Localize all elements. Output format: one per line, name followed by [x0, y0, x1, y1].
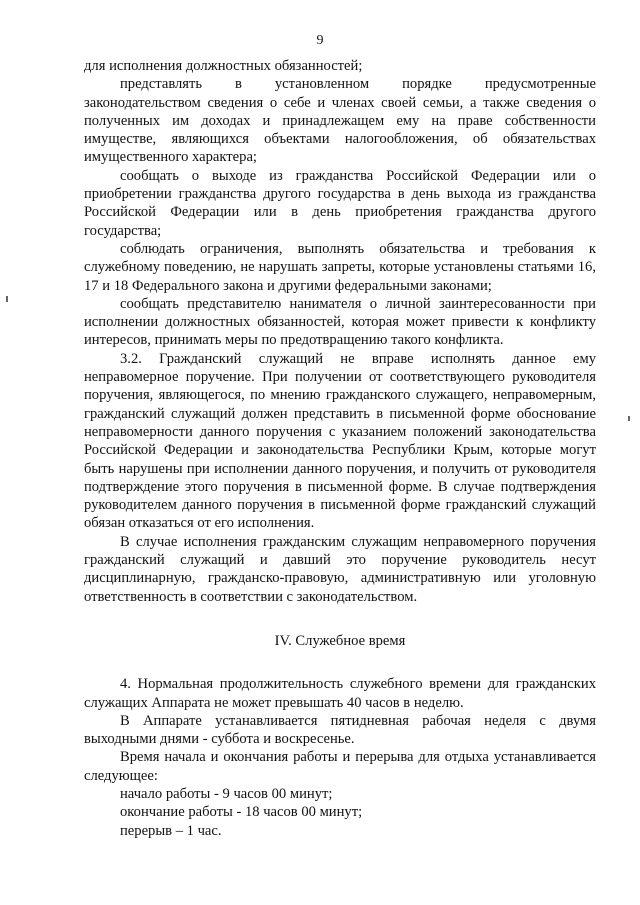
paragraph: В случае исполнения гражданским служащим неправомерного поручения гражданский служащий и давший это поручение руководитель несут дисциплинарную, гражданско-правовую, административную или уголовную ответственность в соответствии с законодательством.	[84, 533, 596, 605]
paragraph: В Аппарате устанавливается пятидневная рабочая неделя с двумя выходными днями - суббота и воскресенье.	[84, 712, 596, 748]
paragraph: сообщать представителю нанимателя о личной заинтересованности при исполнении должностных обязанностей, которая может привести к конфликту интересов, принимать меры по предотвращению такого конфликта.	[84, 295, 596, 349]
document-body	[84, 57, 596, 840]
scan-mark	[628, 416, 630, 421]
paragraph: представлять в установленном порядке предусмотренные законодательством сведения о себе и членах своей семьи, а также сведения о полученных им доходах и принадлежащем ему на праве собственности имуществе, являющихся объектами налогообложения, об обязательствах имущественного характера;	[84, 76, 596, 166]
scan-mark	[6, 296, 8, 302]
paragraph: для исполнения должностных обязанностей;	[84, 58, 363, 74]
schedule-item: окончание работы - 18 часов 00 минут;	[120, 804, 363, 821]
paragraph: 3.2. Гражданский служащий не вправе исполнять данное ему неправомерное поручение. При получении от соответствующего руководителя поручения, являющегося, по мнению гражданского служащего, неправомерным, гражданский служащий должен представить в письменной форме обоснование неправомерности данного поручения с указанием положений законодательства Российской Федерации и законодательства Республики Крым, которые могут быть нарушены при исполнении данного поручения, и получить от руководителя подтверждение этого поручения в письменной форме. В случае подтверждения руководителем данного поручения в письменной форме гражданский служащий обязан отказаться от его исполнения.	[84, 350, 596, 532]
paragraph: Время начала и окончания работы и перерыва для отдыха устанавливается следующее:	[84, 749, 596, 784]
schedule-item: перерыв – 1 час.	[120, 822, 222, 839]
section-heading: IV. Служебное время	[274, 632, 406, 649]
paragraph: 4. Нормальная продолжительность служебного времени для гражданских служащих Аппарата не может превышать 40 часов в неделю.	[84, 676, 596, 711]
paragraph: сообщать о выходе из гражданства Российской Федерации или о приобретении гражданства другого государства в день выхода из гражданства Российской Федерации или в день приобретения гражданства другого государства;	[84, 167, 596, 239]
page-number: 9	[316, 33, 324, 48]
schedule-item: начало работы - 9 часов 00 минут;	[120, 785, 333, 802]
paragraph: соблюдать ограничения, выполнять обязательства и требования к служебному поведению, не нарушать запреты, которые установлены статьями 16, 17 и 18 Федерального закона и другими федеральными законами;	[84, 240, 596, 294]
